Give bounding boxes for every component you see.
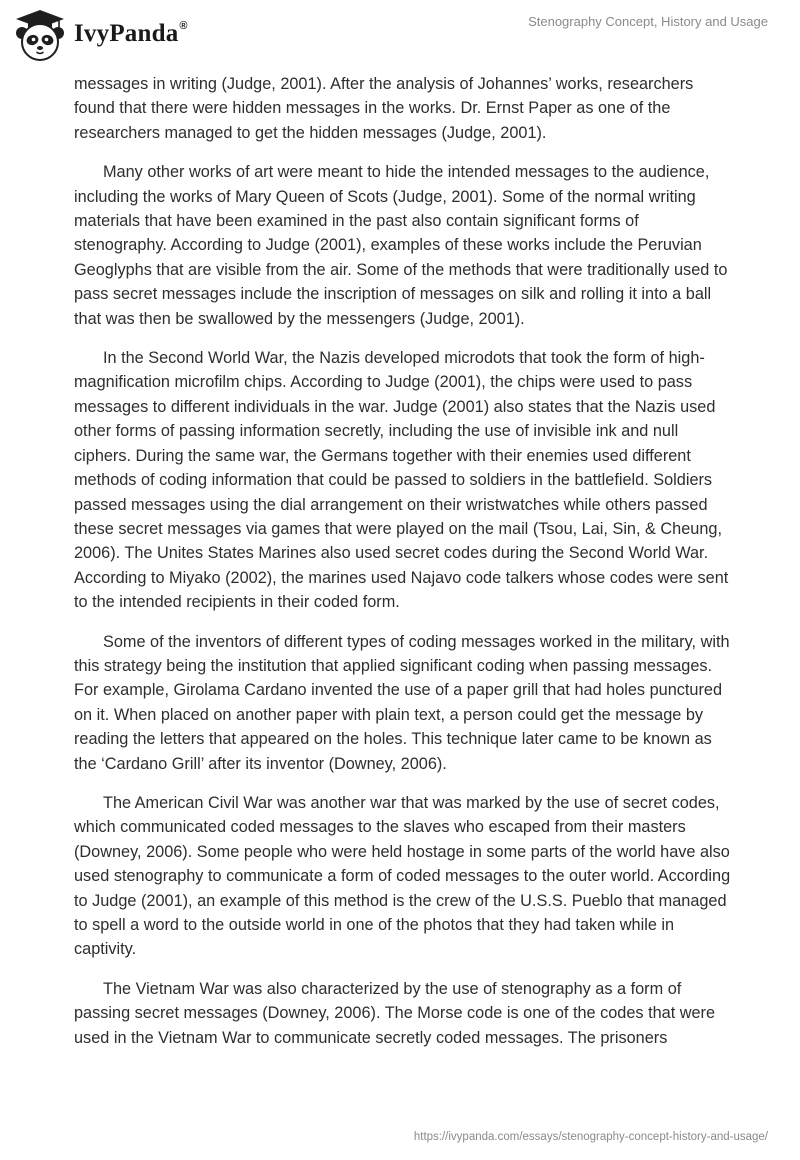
paragraph: In the Second World War, the Nazis developed microdots that took the form of high-magnification microfilm chips. According to Judge (2001), the chips were used to pass messages to different individuals in the war. Judge (2001) also states that the Nazis used other forms of passing information secretly, including the use of invisible ink and null ciphers. During the same war, the Germans together with their enemies used different methods of coding information that could be passed to soldiers in the battlefield. Soldiers passed messages using the dial arrangement on their wristwatches while others passed these secret messages via games that were played on the mail (Tsou, Lai, Sin, & Cheung, 2006). The Unites States Marines also used secret codes during the Second World War. According to Miyako (2002), the marines used Najavo code talkers whose codes were sent to the intended recipients in their coded form. <box>74 349 729 612</box>
panda-graduate-icon <box>14 8 66 62</box>
paragraph: Many other works of art were meant to hide the intended messages to the audience, including the works of Mary Queen of Scots (Judge, 2001). Some of the normal writing materials that have been examined in the past also contain significant forms of stenography. According to Judge (2001), examples of these works include the Peruvian Geoglyphs that are visible from the air. Some of the methods that were traditionally used to pass secret messages include the inscription of messages on silk and rolling it into a ball that was then be swallowed by the messengers (Judge, 2001). <box>74 163 728 328</box>
source-url-link[interactable]: https://ivypanda.com/essays/stenography-concept-history-and-usage/ <box>413 1131 768 1143</box>
document-title: Stenography Concept, History and Usage <box>528 14 768 29</box>
paragraph: messages in writing (Judge, 2001). After the analysis of Johannes’ works, researchers found that there were hidden messages in the works. Dr. Ernst Paper as one of the researchers managed to get the hidden messages (Judge, 2001). <box>74 75 694 142</box>
brand-name: IvyPanda® <box>74 20 188 47</box>
ivypanda-logo[interactable] <box>14 8 188 62</box>
page-header <box>0 0 800 70</box>
essay-body <box>74 72 734 1065</box>
paragraph: Some of the inventors of different types of coding messages worked in the military, with this strategy being the institution that applied significant coding when passing messages. For example, Girolama Cardano invented the use of a paper grill that had holes punctured on it. When placed on another paper with plain text, a person could get the message by reading the letters that appeared on the holes. This technique later came to be known as the ‘Cardano Grill’ after its inventor (Downey, 2006). <box>74 632 730 773</box>
paragraph: The American Civil War was another war that was marked by the use of secret codes, which communicated coded messages to the slaves who escaped from their masters (Downey, 2006). Some people who were held hostage in some parts of the world have also used stenography to communicate a form of coded messages to the outer world. According to Judge (2001), an example of this method is the crew of the U.S.S. Pueblo that managed to spell a word to the outside world in one of the photos that they had taken while in captivity. <box>74 793 731 959</box>
paragraph: The Vietnam War was also characterized by the use of stenography as a form of passing secret messages (Downey, 2006). The Morse code is one of the codes that were used in the Vietnam War to communicate secretly coded messages. The prisoners <box>74 979 716 1047</box>
registered-mark: ® <box>179 20 188 32</box>
